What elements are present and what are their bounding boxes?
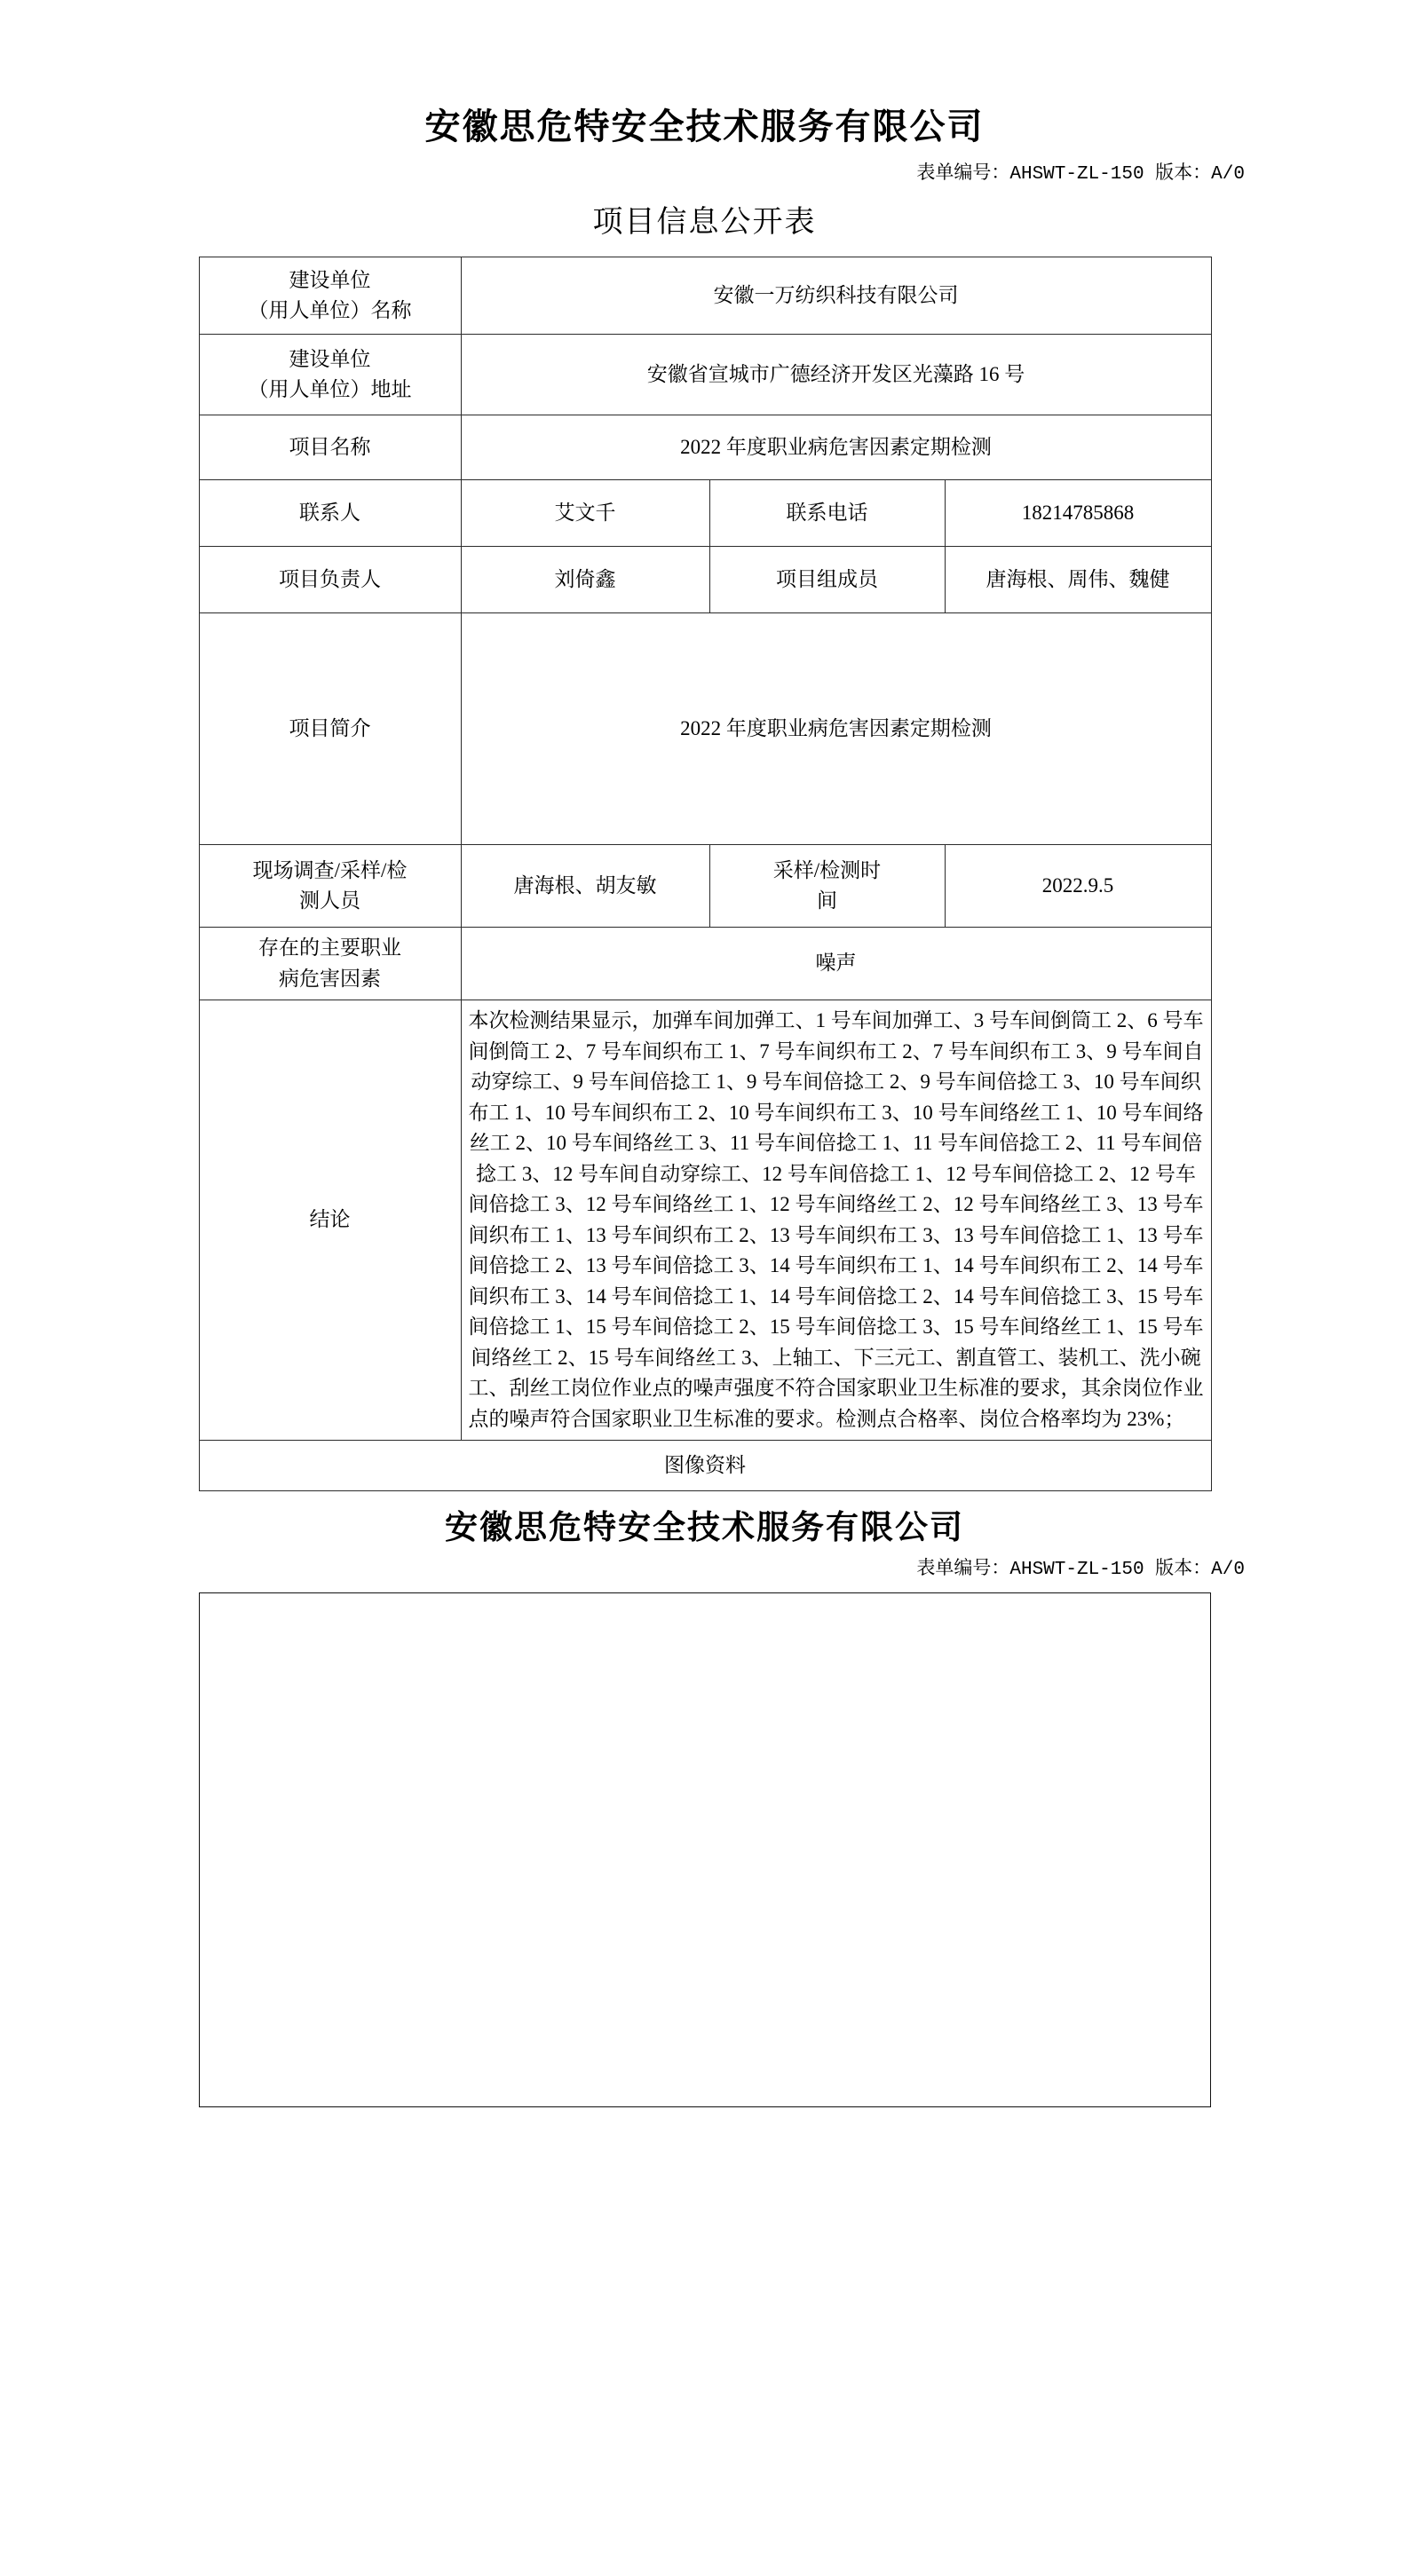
label-sampling-time-line1: 采样/检测时 — [772, 858, 882, 881]
label-sampling-time — [709, 845, 945, 928]
table-row — [199, 415, 1211, 480]
project-info-table — [199, 257, 1212, 1491]
label-hazard-factors-line2: 病危害因素 — [279, 967, 381, 990]
label-conclusion: 结论 — [199, 1000, 461, 1441]
table-row — [199, 1441, 1211, 1491]
company-title: 安徽思危特安全技术服务有限公司 — [424, 107, 985, 146]
footer-form-code: 表单编号：AHSWT-ZL-150 版本：A/0 — [916, 1560, 1245, 1580]
image-placeholder-box — [199, 1592, 1211, 2107]
table-row — [199, 480, 1211, 547]
label-survey-staff — [199, 845, 461, 928]
value-unit-name: 安徽一万纺织科技有限公司 — [461, 257, 1211, 335]
table-row — [199, 1000, 1211, 1441]
document-header — [0, 0, 1409, 241]
value-project-members: 唐海根、周伟、魏健 — [945, 547, 1211, 613]
table-row — [199, 845, 1211, 928]
label-contact-phone: 联系电话 — [709, 480, 945, 547]
value-contact-phone: 18214785868 — [945, 480, 1211, 547]
document-footer — [0, 1500, 1409, 2107]
form-code: 表单编号：AHSWT-ZL-150 版本：A/0 — [916, 164, 1245, 185]
sheet-title: 项目信息公开表 — [592, 206, 817, 239]
table-row — [199, 613, 1211, 845]
label-contact-person: 联系人 — [199, 480, 461, 547]
table-row — [199, 257, 1211, 335]
table-row — [199, 928, 1211, 1000]
label-hazard-factors — [199, 928, 461, 1000]
value-conclusion: 本次检测结果显示，加弹车间加弹工、1 号车间加弹工、3 号车间倒筒工 2、6 号车间倒筒工 2、7 号车间织布工 1、7 号车间织布工 2、7 号车间织布工 3、9 号车间自动穿综工、9 号车间倍捻工 1、9 号车间倍捻工 2、9 号车间倍捻工 3、10 号车间织布工 1、10 号车间织布工 2、10 号车间织布工 3、10 号车间络丝工 1、10 号车间络丝工 2、10 号车间络丝工 3、11 号车间倍捻工 1、11 号车间倍捻工 2、11 号车间倍捻工 3、12 号车间自动穿综工、12 号车间倍捻工 1、12 号车间倍捻工 2、12 号车间倍捻工 3、12 号车间络丝工 1、12 号车间络丝工 2、12 号车间络丝工 3、13 号车间织布工 1、13 号车间织布工 2、13 号车间织布工 3、13 号车间倍捻工 1、13 号车间倍捻工 2、13 号车间倍捻工 3、14 号车间织布工 1、14 号车间织布工 2、14 号车间织布工 3、14 号车间倍捻工 1、14 号车间倍捻工 2、14 号车间倍捻工 3、15 号车间倍捻工 1、15 号车间倍捻工 2、15 号车间倍捻工 3、15 号车间络丝工 1、15 号车间络丝工 2、15 号车间络丝工 3、上轴工、下三元工、割直管工、装机工、洗小碗工、刮丝工岗位作业点的噪声强度不符合国家职业卫生标准的要求，其余岗位作业点的噪声符合国家职业卫生标准的要求。检测点合格率、岗位合格率均为 23%； — [461, 1000, 1211, 1441]
label-project-leader: 项目负责人 — [199, 547, 461, 613]
label-survey-staff-line1: 现场调查/采样/检 — [252, 858, 408, 881]
value-hazard-factors: 噪声 — [461, 928, 1211, 1000]
label-unit-name — [199, 257, 461, 335]
footer-company-title: 安徽思危特安全技术服务有限公司 — [445, 1510, 964, 1546]
label-unit-name-line2: （用人单位）名称 — [248, 299, 412, 321]
value-sampling-time: 2022.9.5 — [945, 845, 1211, 928]
label-sampling-time-line2: 间 — [817, 889, 837, 912]
label-unit-name-line1: 建设单位 — [289, 268, 371, 291]
table-row — [199, 547, 1211, 613]
label-project-members: 项目组成员 — [709, 547, 945, 613]
value-survey-staff: 唐海根、胡友敏 — [461, 845, 709, 928]
label-survey-staff-line2: 测人员 — [299, 889, 360, 912]
value-project-name: 2022 年度职业病危害因素定期检测 — [461, 415, 1211, 480]
label-unit-address-line1: 建设单位 — [289, 347, 371, 370]
label-unit-address — [199, 335, 461, 415]
table-row — [199, 335, 1211, 415]
label-image-data: 图像资料 — [199, 1441, 1211, 1491]
label-project-brief: 项目简介 — [199, 613, 461, 845]
label-unit-address-line2: （用人单位）地址 — [248, 378, 412, 400]
label-hazard-factors-line1: 存在的主要职业 — [258, 936, 401, 959]
value-unit-address: 安徽省宣城市广德经济开发区光藻路 16 号 — [461, 335, 1211, 415]
value-project-leader: 刘倚鑫 — [461, 547, 709, 613]
value-project-brief: 2022 年度职业病危害因素定期检测 — [461, 613, 1211, 845]
label-project-name: 项目名称 — [199, 415, 461, 480]
value-contact-person: 艾文千 — [461, 480, 709, 547]
info-table-wrapper — [199, 257, 1211, 1491]
